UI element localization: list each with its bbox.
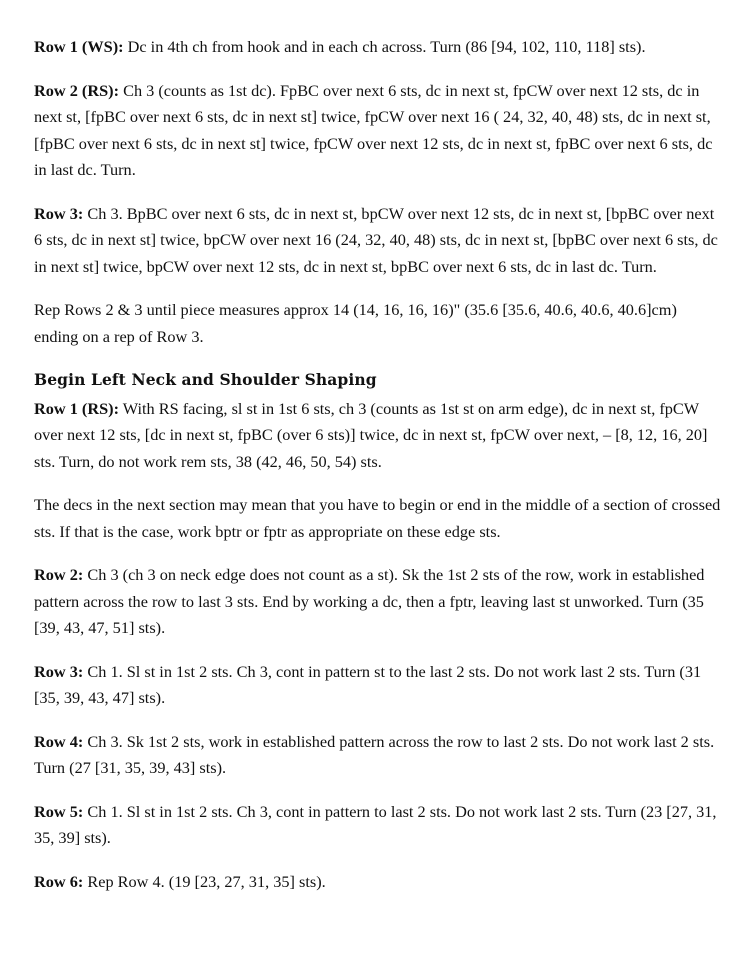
row-instruction-ws-row1 [34,34,724,61]
row-text: Dc in 4th ch from hook and in each ch across. Turn (86 [94, 102, 110, 118] sts). [123,37,646,56]
row-instruction-neck-row3 [34,659,724,712]
row-instruction-rs-row2 [34,78,724,184]
row-text: With RS facing, sl st in 1st 6 sts, ch 3 (counts as 1st st on arm edge), dc in next st, fpCW over next 12 sts, [dc in next st, fpBC (over 6 sts)] twice, dc in next st, fpCW over next, – [8, 12, 16, 20] sts. Turn, do not work rem sts, 38 (42, 46, 50, 54) sts. [34,398,708,471]
section-heading: Begin Left Neck and Shoulder Shaping [34,370,377,389]
row-instruction-neck-row6 [34,869,724,896]
row-label: Row 5: [34,801,84,821]
row-label: Row 1 (WS): [34,37,124,56]
row-label: Row 4: [34,731,84,751]
row-text: Ch 3 (ch 3 on neck edge does not count as a st). Sk the 1st 2 sts of the row, work in established pattern across the row to last 3 sts. End by working a dc, then a fptr, leaving last st unworked. Turn (35 [39, 43, 47, 51] sts). [34,565,705,637]
row-text: Ch 1. Sl st in 1st 2 sts. Ch 3, cont in pattern to last 2 sts. Do not work last 2 sts. Turn (23 [27, 31, 35, 39] sts). [34,801,717,847]
row-instruction-row3 [34,201,724,281]
row-label: Row 3: [34,661,84,681]
decreases-note: The decs in the next section may mean that you have to begin or end in the middle of a section of crossed sts. If that is the case, work bptr or fptr as appropriate on these edge sts. [34,495,721,541]
row-label: Row 1 (RS): [34,398,120,418]
row-text: Rep Row 4. (19 [23, 27, 31, 35] sts). [83,871,326,891]
row-label: Row 3: [34,203,84,223]
row-label: Row 6: [34,871,84,891]
pattern-page [34,34,724,912]
row-text: Ch 3 (counts as 1st dc). FpBC over next 6 sts, dc in next st, fpCW over next 12 sts, dc in next st, [fpBC over next 6 sts, dc in next st] twice, fpCW over next 16 ( 24, 32, 40, 48) sts, dc in next st, [fpBC over next 6 sts, dc in next st] twice, fpCW over next 12 sts, dc in next st, fpBC over next 6 sts, dc in last dc. Turn. [34,80,713,179]
row-instruction-neck-row2 [34,562,724,642]
row-instruction-neck-row1 [34,396,724,476]
row-instruction-neck-row4 [34,729,724,782]
row-instruction-neck-row5 [34,799,724,852]
row-label: Row 2 (RS): [34,80,120,100]
row-text: Ch 3. BpBC over next 6 sts, dc in next st, bpCW over next 12 sts, dc in next st, [bpBC over next 6 sts, dc in next st] twice, bpCW over next 16 (24, 32, 40, 48) sts, dc in next st, [bpBC over next 6 sts, dc in next st] twice, bpCW over next 12 sts, dc in next st, bpBC over next 6 sts, dc in last dc. Turn. [34,203,718,276]
repeat-note: Rep Rows 2 & 3 until piece measures approx 14 (14, 16, 16, 16)" (35.6 [35.6, 40.6, 40.6, 40.6]cm) ending on a rep of Row 3. [34,300,677,346]
row-label: Row 2: [34,565,84,584]
row-text: Ch 1. Sl st in 1st 2 sts. Ch 3, cont in pattern st to the last 2 sts. Do not work last 2 sts. Turn (31 [35, 39, 43, 47] sts). [34,661,702,707]
row-text: Ch 3. Sk 1st 2 sts, work in established pattern across the row to last 2 sts. Do not work last 2 sts. Turn (27 [31, 35, 39, 43] sts). [34,731,715,777]
